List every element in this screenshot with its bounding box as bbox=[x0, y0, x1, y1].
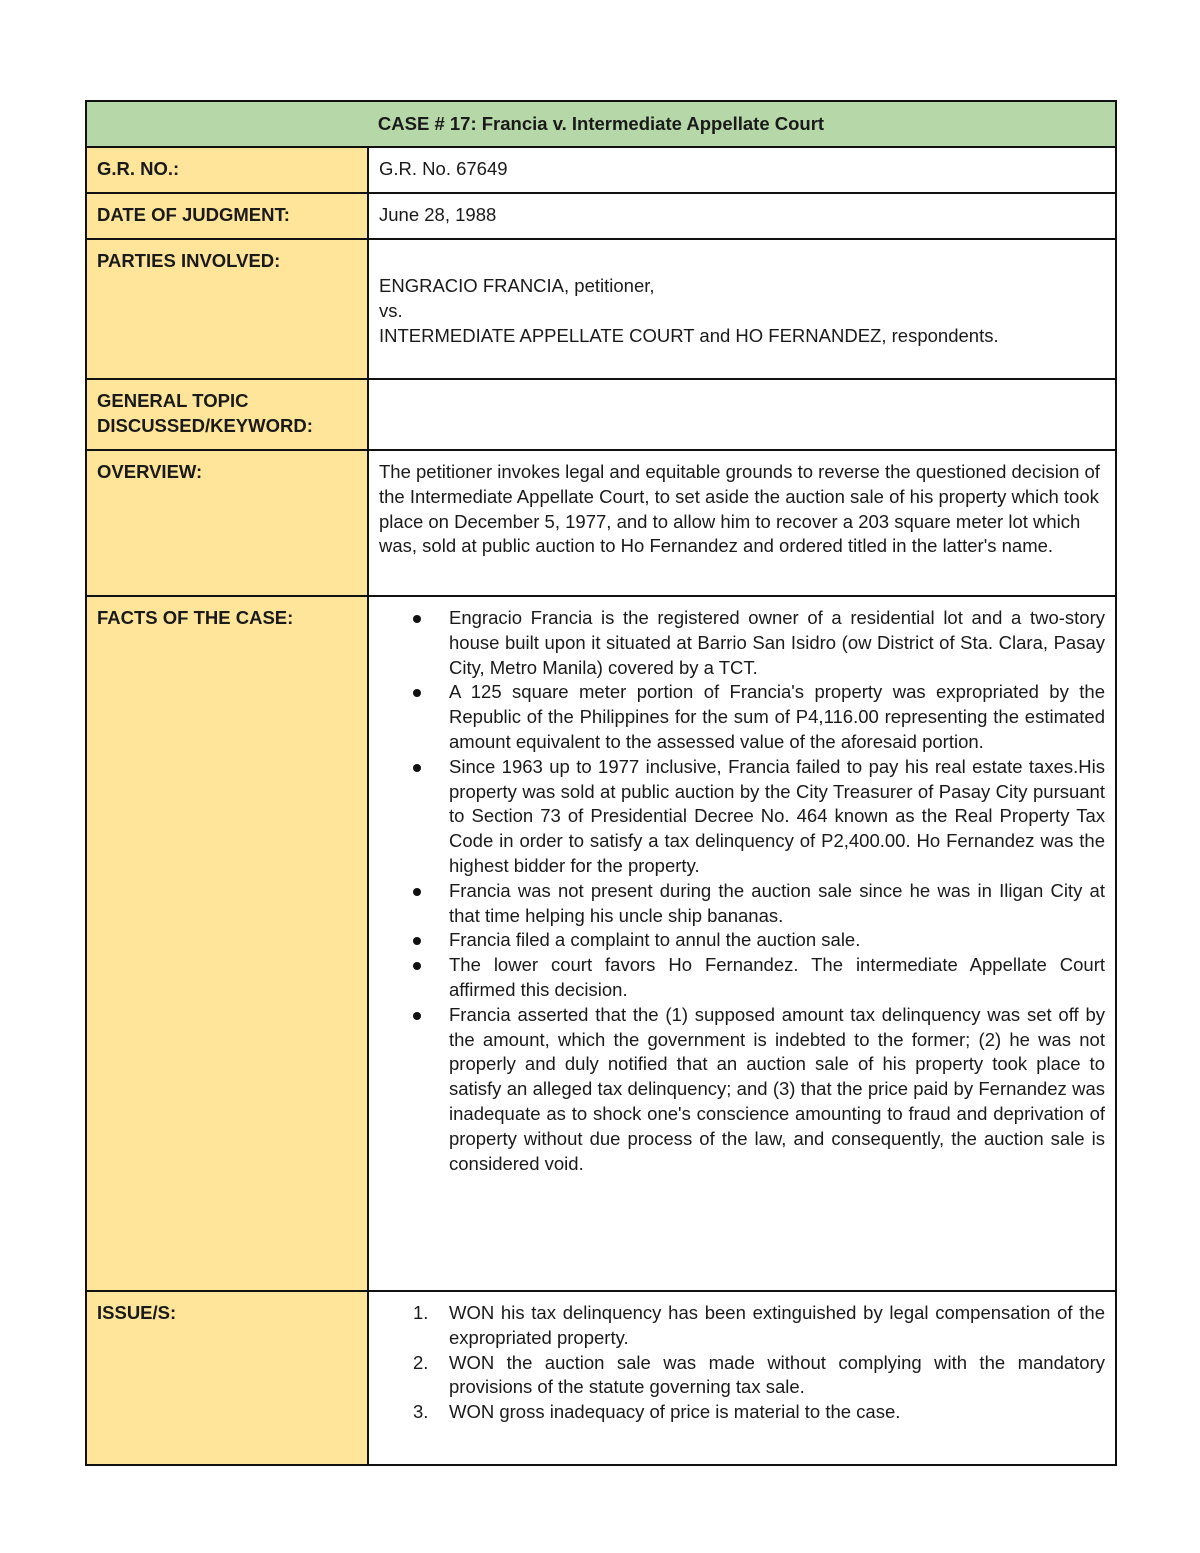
fact-item bbox=[449, 928, 1105, 953]
bullet-icon bbox=[413, 962, 421, 970]
issues-value bbox=[368, 1291, 1116, 1465]
bullet-icon bbox=[413, 1012, 421, 1020]
topic-label-line2: DISCUSSED/KEYWORD: bbox=[97, 414, 313, 436]
date-row bbox=[86, 193, 1116, 239]
parties-value bbox=[368, 239, 1116, 379]
date-label: DATE OF JUDGMENT: bbox=[86, 193, 368, 239]
gr-no-row bbox=[86, 147, 1116, 193]
fact-text: Since 1963 up to 1977 inclusive, Francia failed to pay his real estate taxes.His property was sold at public auction by the City Treasurer of Pasay City pursuant to Section 73 of Presidential Decree No. 464 known as the Real Property Tax Code in order to satisfy a tax delinquency of P2,400.00. Ho Fernandez was the highest bidder for the property. bbox=[449, 755, 1105, 876]
fact-item bbox=[449, 1003, 1105, 1177]
fact-text: The lower court favors Ho Fernandez. The intermediate Appellate Court affirmed this decision. bbox=[449, 954, 1105, 1000]
gr-no-label: G.R. NO.: bbox=[86, 147, 368, 193]
respondents-line: INTERMEDIATE APPELLATE COURT and HO FERNANDEZ, respondents. bbox=[379, 324, 999, 346]
issue-text: WON the auction sale was made without complying with the mandatory provisions of the statute governing tax sale. bbox=[449, 1351, 1105, 1398]
issue-number: 2. bbox=[413, 1351, 429, 1373]
fact-item bbox=[449, 953, 1105, 1003]
case-digest-table bbox=[85, 100, 1117, 1466]
topic-label bbox=[86, 379, 368, 450]
fact-item bbox=[449, 606, 1105, 680]
fact-item bbox=[449, 879, 1105, 929]
issue-number: 1. bbox=[413, 1302, 429, 1323]
parties-row bbox=[86, 239, 1116, 379]
issue-item bbox=[413, 1301, 1105, 1351]
fact-text: Francia was not present during the auction sale since he was in Iligan City at that time helping his uncle ship bananas. bbox=[449, 879, 1105, 926]
overview-label: OVERVIEW: bbox=[86, 450, 368, 596]
topic-value bbox=[368, 379, 1116, 450]
topic-row bbox=[86, 379, 1116, 450]
fact-text: Francia asserted that the (1) supposed amount tax delinquency was set off by the amount, which the government is indebted to the former; (2) he was not properly and duly notified that an auction sale of his property took place to satisfy an alleged tax delinquency; and (3) that the price paid by Fernandez was inadequate as to shock one's conscience amounting to fraud and deprivation of property without due process of the law, and consequently, the auction sale is considered void. bbox=[449, 1003, 1105, 1174]
facts-row bbox=[86, 596, 1116, 1291]
fact-text: Engracio Francia is the registered owner of a residential lot and a two-story house built upon it situated at Barrio San Isidro (ow District of Sta. Clara, Pasay City, Metro Manila) covered by a TCT. bbox=[449, 607, 1105, 678]
topic-label-line1: GENERAL TOPIC bbox=[97, 390, 249, 411]
fact-text: A 125 square meter portion of Francia's property was expropriated by the Republic of the Philippines for the sum of P4,116.00 representing the estimated amount equivalent to the assessed value of the aforesaid portion. bbox=[449, 681, 1105, 752]
title-row bbox=[86, 101, 1116, 147]
bullet-icon bbox=[413, 937, 421, 945]
facts-label: FACTS OF THE CASE: bbox=[86, 596, 368, 1291]
facts-value bbox=[368, 596, 1116, 1291]
issues-list bbox=[379, 1301, 1105, 1425]
issue-text: WON his tax delinquency has been extinguished by legal compensation of the expropriated property. bbox=[449, 1302, 1105, 1348]
issue-number: 3. bbox=[413, 1401, 429, 1423]
bullet-icon bbox=[413, 764, 421, 772]
gr-no-value: G.R. No. 67649 bbox=[368, 147, 1116, 193]
fact-item bbox=[449, 680, 1105, 754]
bullet-icon bbox=[413, 689, 421, 697]
issue-item bbox=[413, 1351, 1105, 1401]
facts-list bbox=[379, 606, 1105, 1176]
issue-text: WON gross inadequacy of price is material to the case. bbox=[449, 1401, 901, 1423]
date-value: June 28, 1988 bbox=[368, 193, 1116, 239]
fact-text: Francia filed a complaint to annul the auction sale. bbox=[449, 929, 861, 951]
parties-label: PARTIES INVOLVED: bbox=[86, 239, 368, 379]
bullet-icon bbox=[413, 615, 421, 623]
overview-row bbox=[86, 450, 1116, 596]
fact-item bbox=[449, 755, 1105, 879]
bullet-icon bbox=[413, 888, 421, 896]
issue-item bbox=[413, 1400, 1105, 1425]
case-title: CASE # 17: Francia v. Intermediate Appellate Court bbox=[86, 101, 1116, 147]
versus-line: vs. bbox=[379, 299, 403, 321]
issues-row bbox=[86, 1291, 1116, 1465]
petitioner-line: ENGRACIO FRANCIA, petitioner, bbox=[379, 275, 655, 296]
issues-label: ISSUE/S: bbox=[86, 1291, 368, 1465]
overview-value: The petitioner invokes legal and equitable grounds to reverse the questioned decision of the Intermediate Appellate Court, to set aside the auction sale of his property which took place on December 5, 1977, and to allow him to recover a 203 square meter lot which was, sold at public auction to Ho Fernandez and ordered titled in the latter's name. bbox=[368, 450, 1116, 596]
